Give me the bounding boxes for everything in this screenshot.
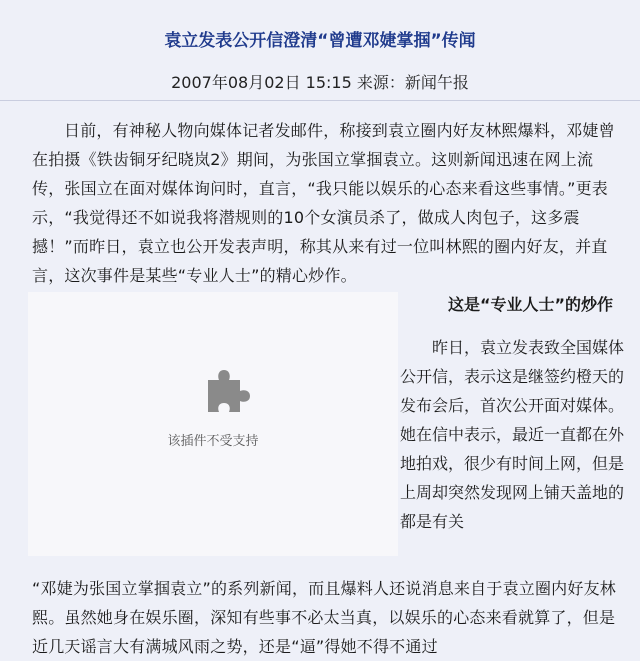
article-side-column (400, 290, 625, 536)
unsupported-plugin-placeholder[interactable] (28, 292, 398, 556)
plugin-unsupported-message: 该插件不受支持 (167, 434, 259, 449)
article-title: 袁立发表公开信澄清“曾遭邓婕掌掴”传闻 (164, 31, 476, 51)
section-heading: 这是“专业人士”的炒作 (448, 295, 614, 314)
header-divider (0, 100, 640, 101)
article-paragraph-1: 日前，有神秘人物向媒体记者发邮件，称接到袁立圈内好友林熙爆料，邓婕曾在拍摄《铁齿铜牙纪晓岚2》期间，为张国立掌掴袁立。这则新闻迅速在网上流传，张国立在面对媒体询问时，直言，“我只能以娱乐的心态来看这些事情。”更表示，“我觉得还不如说我将潜规则的10个女演员杀了，做成人肉包子，这多震撼！”而昨日，袁立也公开发表声明，称其从来有过一位叫林熙的圈内好友，并直言，这次事件是某些“专业人士”的精心炒作。 (32, 121, 615, 285)
article-paragraph-2-start: 昨日，袁立发表致全国媒体公开信，表示这是继签约橙天的发布会后，首次公开面对媒体。她在信中表示，最近一直都在外地拍戏，很少有时间上网，但是上周却突然发现网上铺天盖地的都是有关 (400, 338, 625, 531)
article-meta: 2007年08月02日 15:15 来源：新闻午报 (171, 73, 469, 92)
article-paragraph-2-continued: “邓婕为张国立掌掴袁立”的系列新闻，而且爆料人还说消息来自于袁立圈内好友林熙。虽然她身在娱乐圈，深知有些事不必太当真，以娱乐的心态来看就算了，但是近几天谣言大有满城风雨之势，还是“逼”得她不得不通过 (32, 579, 616, 656)
puzzle-piece-icon (202, 366, 252, 416)
